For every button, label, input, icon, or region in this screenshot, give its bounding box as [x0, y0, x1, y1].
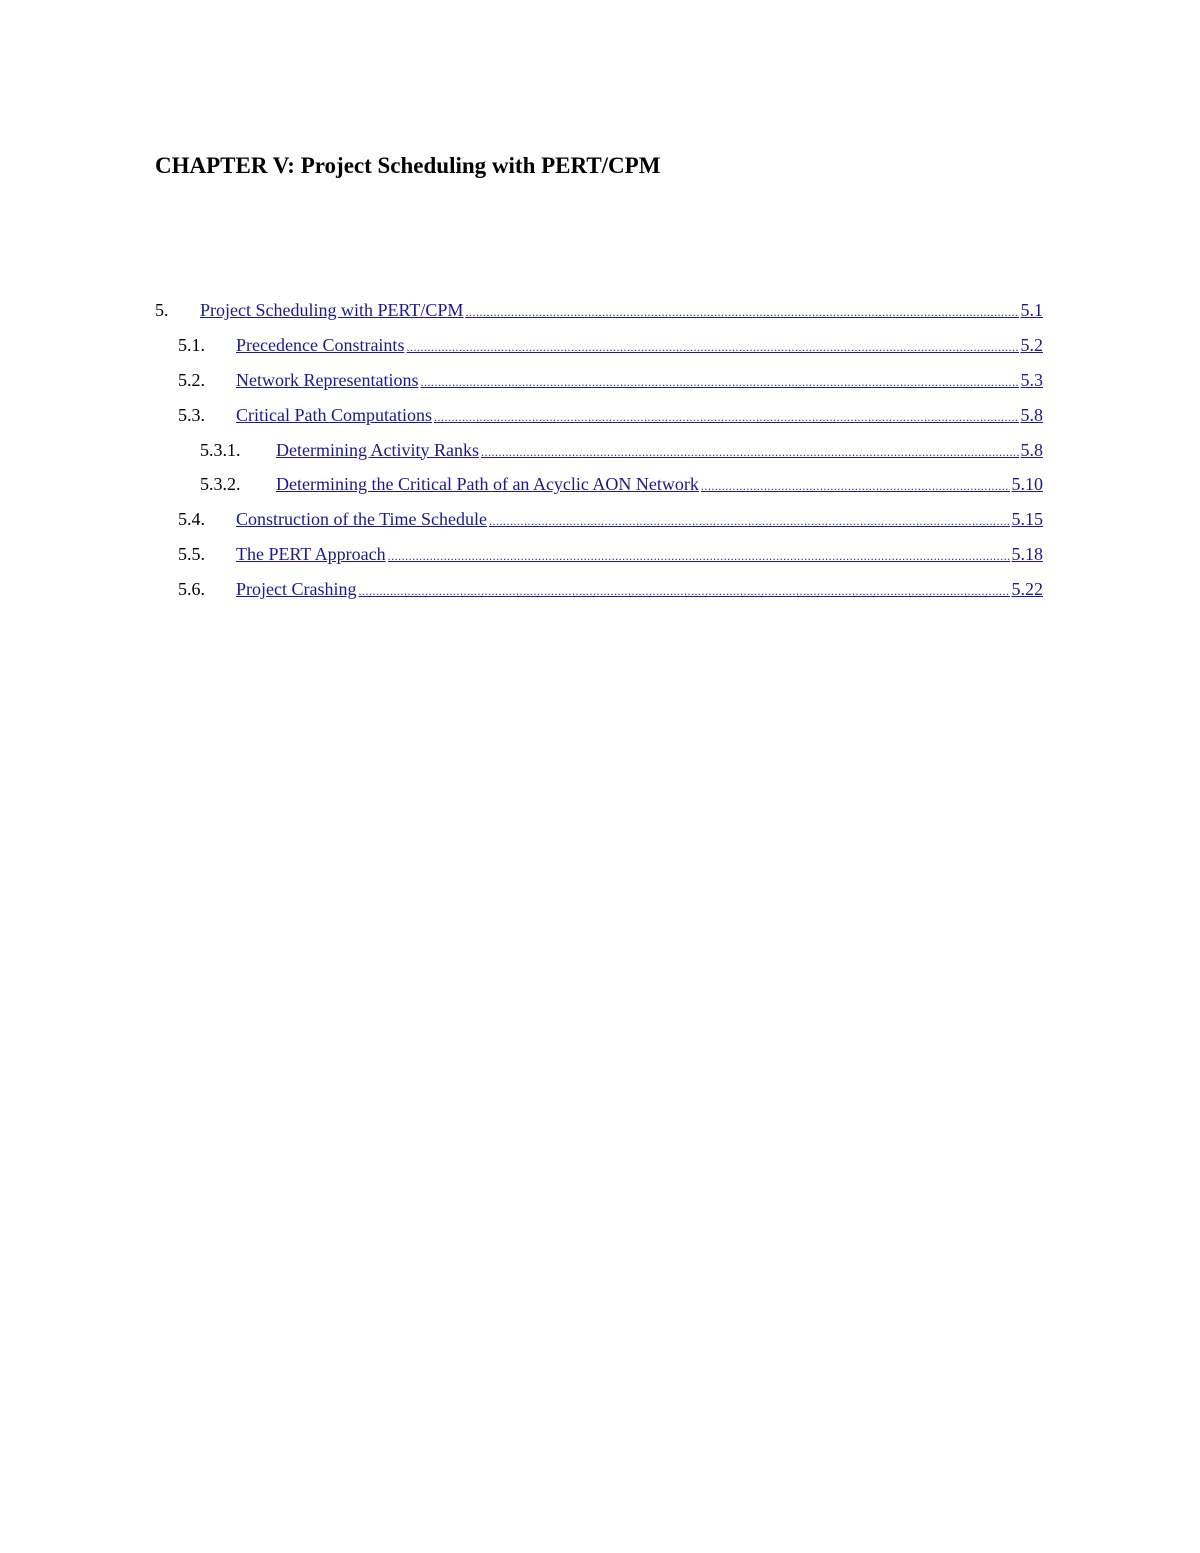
- toc-link-project-crashing[interactable]: [236, 572, 1043, 608]
- toc-dot-leader: [420, 365, 1018, 399]
- toc-entry-5-2: [155, 363, 1043, 398]
- toc-dot-leader: [481, 435, 1019, 469]
- toc-entry-page: 5.8: [1020, 404, 1043, 425]
- toc-entry-title: Network Representations: [236, 369, 419, 390]
- toc-dot-leader: [465, 295, 1018, 329]
- toc-entry-5-3: [155, 398, 1043, 433]
- toc-link-determining-activity-ranks[interactable]: [276, 433, 1043, 469]
- toc-link-precedence-constraints[interactable]: [236, 328, 1043, 364]
- toc-entry-page: 5.15: [1011, 509, 1043, 530]
- toc-entry-page: 5.3: [1020, 369, 1043, 390]
- toc-entry-title: Precedence Constraints: [236, 334, 405, 355]
- toc-entry-title: Determining the Critical Path of an Acyclic AON Network: [276, 474, 699, 495]
- toc-dot-leader: [358, 574, 1009, 608]
- toc-entry-page: 5.22: [1011, 579, 1043, 600]
- chapter-title: CHAPTER V: Project Scheduling with PERT/CPM: [155, 153, 661, 178]
- toc-entry-title: Determining Activity Ranks: [276, 439, 479, 460]
- toc-entry-5-1: [155, 328, 1043, 363]
- toc-entry-5-4: [155, 502, 1043, 537]
- toc-dot-leader: [406, 330, 1018, 364]
- toc-entry-number: 5.3.2.: [200, 474, 241, 495]
- toc-dot-leader: [434, 400, 1019, 434]
- toc-entry-number: 5.1.: [178, 334, 205, 355]
- toc-entry-page: 5.2: [1020, 334, 1043, 355]
- toc-entry-5: [155, 293, 1043, 328]
- toc-link-critical-path-computations[interactable]: [236, 398, 1043, 434]
- toc-entry-title: Construction of the Time Schedule: [236, 509, 487, 530]
- toc-entry-number: 5.3.1.: [200, 439, 241, 460]
- toc-entry-number: 5.3.: [178, 404, 205, 425]
- toc-entry-page: 5.8: [1020, 439, 1043, 460]
- toc-entry-number: 5.2.: [178, 369, 205, 390]
- toc-entry-5-3-2: [155, 467, 1043, 502]
- toc-link-pert-approach[interactable]: [236, 537, 1043, 573]
- toc-dot-leader: [489, 504, 1010, 538]
- toc-entry-page: 5.1: [1020, 300, 1043, 320]
- toc-link-determining-critical-path[interactable]: [276, 467, 1043, 503]
- toc-entry-5-6: [155, 572, 1043, 607]
- toc-link-network-representations[interactable]: [236, 363, 1043, 399]
- toc-link-time-schedule[interactable]: [236, 502, 1043, 538]
- toc-entry-title: Critical Path Computations: [236, 404, 432, 425]
- toc-entry-number: 5.: [155, 300, 169, 320]
- toc-entry-page: 5.18: [1011, 544, 1043, 565]
- toc-link-project-scheduling[interactable]: [200, 293, 1043, 329]
- toc-entry-page: 5.10: [1011, 474, 1043, 495]
- toc-entry-5-5: [155, 537, 1043, 572]
- toc-entry-title: The PERT Approach: [236, 544, 386, 565]
- table-of-contents: [155, 293, 1043, 607]
- toc-entry-title: Project Scheduling with PERT/CPM: [200, 300, 464, 320]
- toc-entry-title: Project Crashing: [236, 579, 357, 600]
- toc-entry-number: 5.4.: [178, 509, 205, 530]
- toc-dot-leader: [388, 539, 1010, 573]
- toc-entry-number: 5.5.: [178, 544, 205, 565]
- toc-entry-5-3-1: [155, 433, 1043, 468]
- toc-dot-leader: [701, 469, 1010, 503]
- toc-entry-number: 5.6.: [178, 579, 205, 600]
